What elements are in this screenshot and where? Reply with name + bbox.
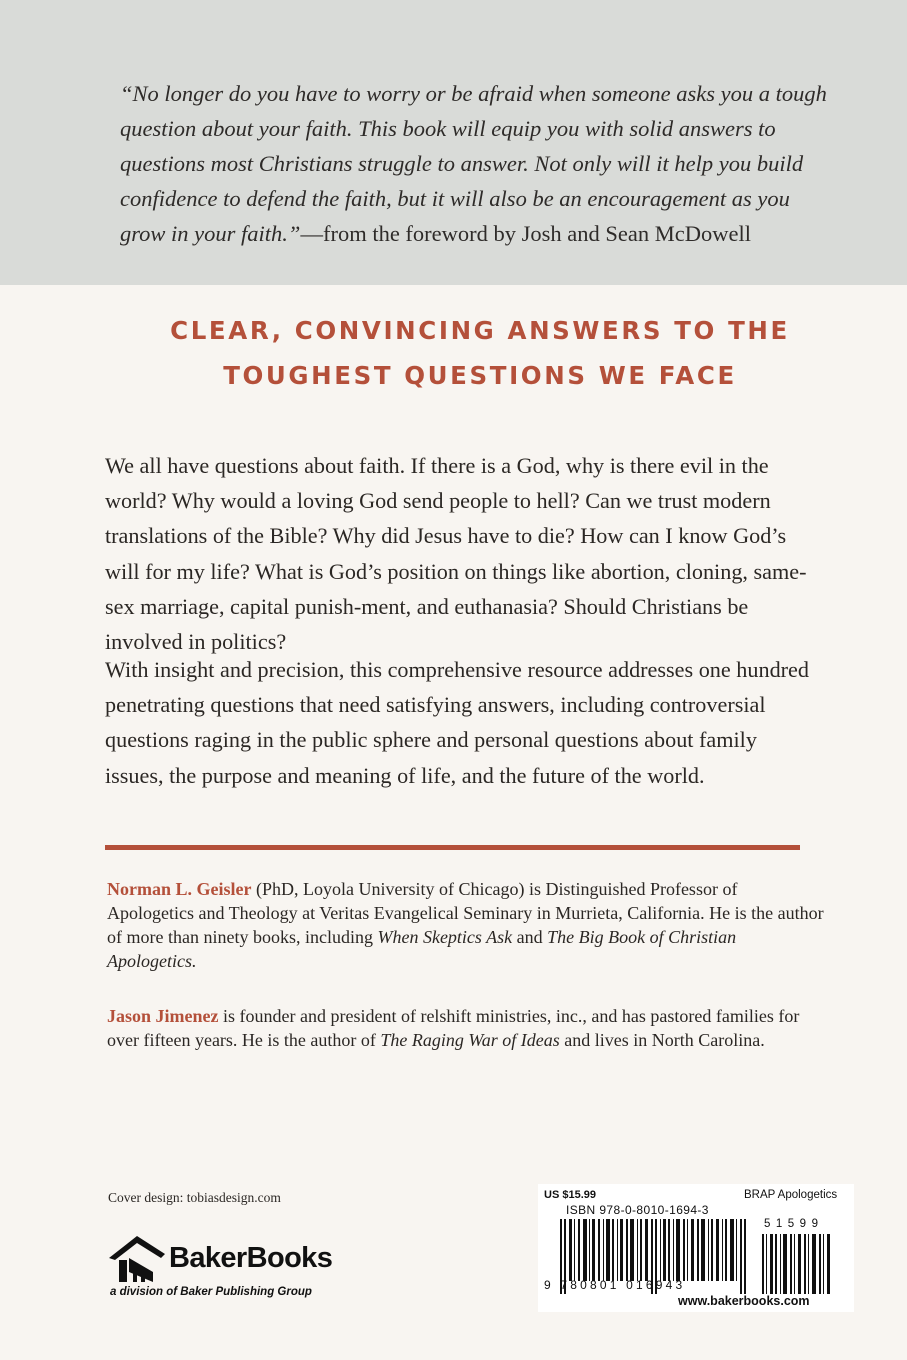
endorsement-quote: [120, 76, 840, 251]
headline: [100, 308, 860, 398]
cover-credit: Cover design: tobiasdesign.com: [108, 1190, 281, 1205]
isbn: ISBN 978-0-8010-1694-3: [566, 1203, 709, 1217]
publisher-subline: a division of Baker Publishing Group: [110, 1286, 312, 1298]
endorsement-band: [0, 0, 907, 285]
publisher-logo: [107, 1228, 377, 1308]
headline-line-1: CLEAR, CONVINCING ANSWERS TO THE: [170, 316, 790, 345]
author-bio-jimenez: [107, 1004, 827, 1052]
price: US $15.99: [544, 1189, 596, 1201]
barcode-digits: 9 780801 016943: [544, 1278, 686, 1292]
price-code: 51599: [764, 1218, 824, 1230]
bio-text: is founder and president of relshift ministries, inc., and has pastored families for over fifteen years. He is the author of: [107, 1006, 800, 1050]
author-name: Jason Jimenez: [107, 1006, 219, 1026]
description-paragraph-2: With insight and precision, this comprehensive resource addresses one hundred penetrating questions that need satisfying answers, including controversial questions raging in the public sphere and personal questions about family issues, the purpose and meaning of life, and the future of the world.: [105, 657, 809, 788]
publisher-name: BakerBooks: [169, 1242, 333, 1274]
price-barcode: [762, 1234, 832, 1294]
book-title: The Big Book of Christian Apologetics.: [107, 927, 737, 971]
bio-text: (PhD, Loyola University of Chicago) is Distinguished Professor of Apologetics and Theology at Veritas Evangelical Seminary in Murrieta, California. He is the author of more than ninety books, including: [107, 879, 824, 947]
category-label: BRAP Apologetics: [744, 1189, 838, 1201]
author-bio-geisler: [107, 877, 827, 973]
book-title: The Raging War of Ideas: [380, 1030, 560, 1050]
bio-text: and: [512, 927, 548, 947]
bio-text: and lives in North Carolina.: [559, 1030, 765, 1050]
baker-house-icon: [107, 1232, 171, 1284]
book-title: When Skeptics Ask: [377, 927, 513, 947]
quote-text: “No longer do you have to worry or be afraid when someone asks you a tough question about your faith. This book will equip you with solid answers to questions most Christians struggle to answer. Not only will it help you build confidence to defend the faith, but it will also be an encouragement as you grow in your faith.”: [120, 81, 827, 246]
quote-attribution: —from the foreword by Josh and Sean McDowell: [300, 221, 751, 246]
description-paragraph-1: We all have questions about faith. If there is a God, why is there evil in the world? Why would a loving God send people to hell? Can we trust modern translations of the Bible? Why did Jesus have to die? How can I know God’s will for my life? What is God’s position on things like abortion, cloning, same-sex marriage, capital punish-ment, and euthanasia? Should Christians be involved in politics?: [105, 453, 807, 655]
headline-line-2: TOUGHEST QUESTIONS WE FACE: [223, 361, 737, 390]
barcode-panel: [538, 1184, 854, 1312]
divider-rule: [105, 845, 800, 850]
author-name: Norman L. Geisler: [107, 879, 252, 899]
publisher-url: www.bakerbooks.com: [678, 1294, 810, 1308]
